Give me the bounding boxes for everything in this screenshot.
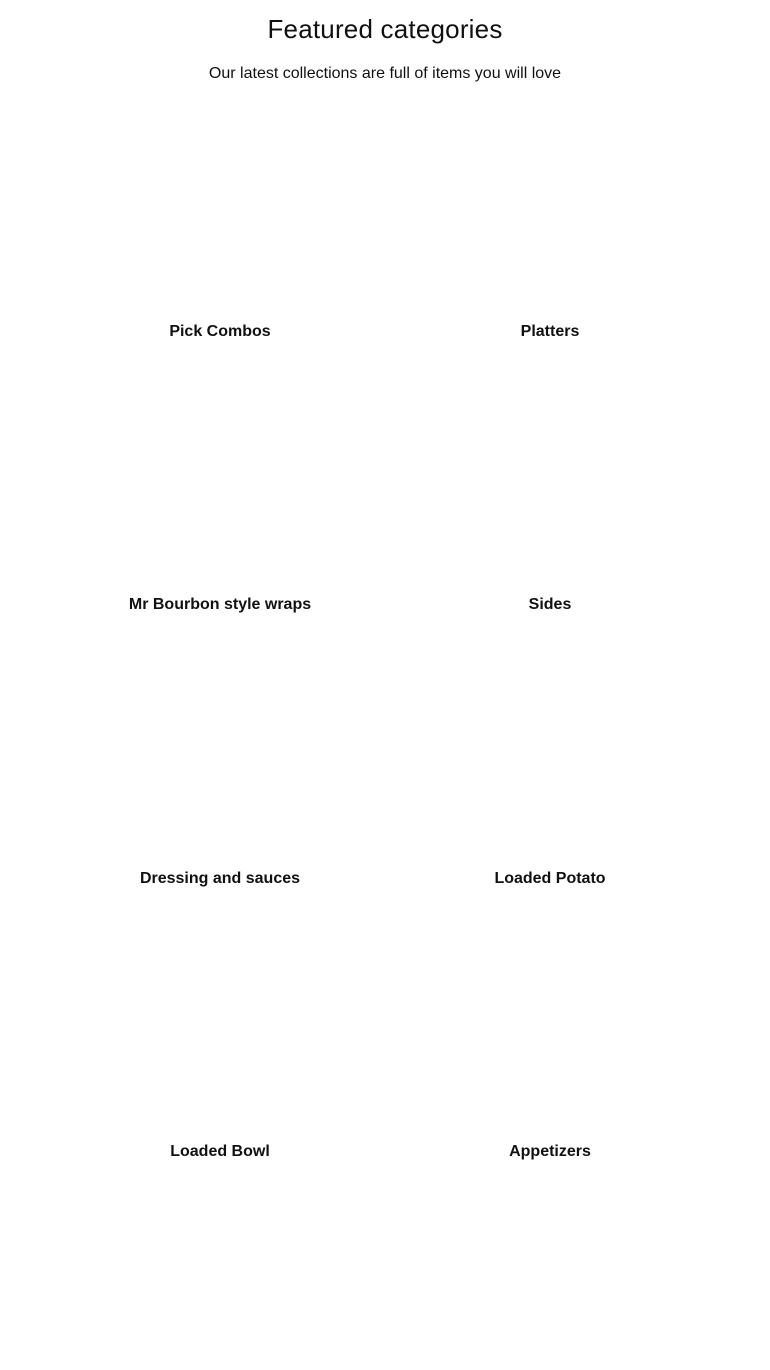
category-label[interactable]: Mr Bourbon style wraps <box>128 596 312 613</box>
category-label[interactable]: Platters <box>520 323 580 340</box>
category-card-wraps[interactable] <box>55 383 385 633</box>
category-image[interactable] <box>55 657 385 867</box>
category-label[interactable]: Sides <box>528 596 572 613</box>
category-label[interactable]: Loaded Potato <box>494 870 606 887</box>
category-label[interactable]: Loaded Bowl <box>170 1143 270 1160</box>
category-card-dressing-and-sauces[interactable] <box>55 657 385 907</box>
category-image[interactable] <box>385 657 715 867</box>
section-title: Featured categories <box>267 14 503 44</box>
category-image[interactable] <box>385 383 715 593</box>
category-image[interactable] <box>385 110 715 320</box>
category-card-platters[interactable] <box>385 110 715 360</box>
category-label[interactable]: Pick Combos <box>169 323 271 340</box>
category-card-loaded-potato[interactable] <box>385 657 715 907</box>
category-label[interactable]: Dressing and sauces <box>139 870 301 887</box>
category-card-sides[interactable] <box>385 383 715 633</box>
category-label[interactable]: Appetizers <box>509 1143 591 1160</box>
category-image[interactable] <box>55 383 385 593</box>
category-image[interactable] <box>385 930 715 1140</box>
category-image[interactable] <box>55 110 385 320</box>
category-card-loaded-bowl[interactable] <box>55 930 385 1180</box>
category-image[interactable] <box>55 930 385 1140</box>
section-subtitle: Our latest collections are full of items you will love <box>208 65 562 82</box>
category-card-pick-combos[interactable] <box>55 110 385 360</box>
category-card-appetizers[interactable] <box>385 930 715 1180</box>
